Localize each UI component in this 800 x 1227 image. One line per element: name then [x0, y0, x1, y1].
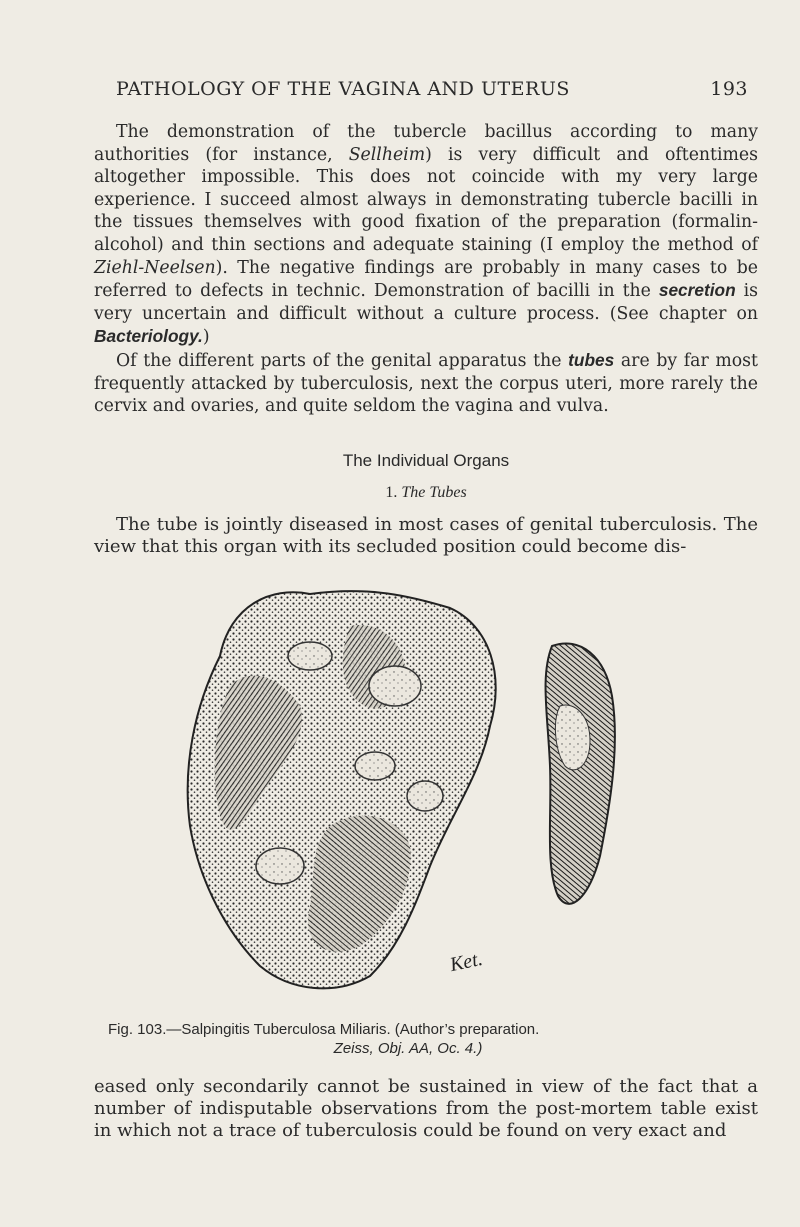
paragraph-continuation	[94, 1076, 758, 1142]
page-number: 193	[710, 78, 748, 100]
subsection-title: The Tubes	[401, 484, 467, 501]
tubercle-nodule-shape	[369, 666, 421, 706]
paragraph-tubes-intro	[94, 514, 758, 558]
caption-line: Fig. 103.—Salpingitis Tuberculosa Miliaris. (Author’s preparation.	[108, 1021, 540, 1038]
figure-micrograph	[160, 566, 740, 1016]
text-run: Of the different parts of the genital apparatus the	[116, 350, 569, 371]
text-run: The tube is jointly diseased in most cases of genital tuberculosis. The view that this organ with its secluded position could become dis-	[94, 514, 758, 557]
tissue-fragment-shape	[546, 643, 615, 903]
text-run: The demonstration of the tubercle bacillus according to many authorities (for instance,	[94, 122, 758, 165]
author-name-sellheim: Sellheim	[348, 144, 426, 165]
section-heading: The Individual Organs	[342, 451, 510, 470]
micrograph-illustration	[160, 566, 740, 1016]
text-run: eased only secondarily cannot be sustained in view of the fact that a number of indisputable observations from the post-mortem table exist in which not a trace of tuberculosis could be found on very exact and	[94, 1076, 758, 1141]
emphasis-bacteriology: Bacteriology.	[94, 326, 203, 347]
caption-line	[108, 1039, 758, 1058]
running-title: PATHOLOGY OF THE VAGINA AND UTERUS	[116, 78, 570, 100]
emphasis-tubes: tubes	[568, 349, 615, 370]
figure-label-ket: Ket.	[447, 947, 485, 977]
emphasis-secretion: secretion	[658, 280, 736, 301]
text-run: )	[202, 327, 210, 348]
tubercle-nodule-shape	[355, 752, 395, 780]
tubercle-nodule-shape	[288, 642, 332, 670]
tubercle-nodule-shape	[256, 848, 304, 884]
text-run: is very uncertain and difficult without a culture process. (See chapter on	[94, 281, 759, 324]
tubercle-nodule-shape	[407, 781, 443, 811]
subsection-number: 1.	[385, 484, 398, 501]
figure-caption	[108, 1020, 758, 1058]
caption-italic-text: Zeiss, Obj. AA, Oc. 4.)	[333, 1040, 483, 1057]
text-run: ). The negative findings are probably in many cases to be referred to defects in technic. Demonstration of bacilli in the	[94, 257, 758, 302]
text-run: are by far most frequently attacked by tuberculosis, next the corpus uteri, more rarely the cervix and ovaries, and quite seldom the vagina and vulva.	[94, 350, 758, 417]
paragraph-bacillus-demonstration	[94, 121, 758, 418]
subsection-heading	[94, 484, 758, 502]
author-name-ziehl-neelsen: Ziehl-Neelsen	[94, 257, 216, 278]
text-run: ) is very difficult and oftentimes altogether impossible. This does not coincide with my very large experience. I succeed almost always in demonstrating tubercle bacilli in the tissues themselves with good fixation of the preparation (formalin-alcohol) and thin sections and adequate staining (I employ the method of	[94, 144, 759, 255]
